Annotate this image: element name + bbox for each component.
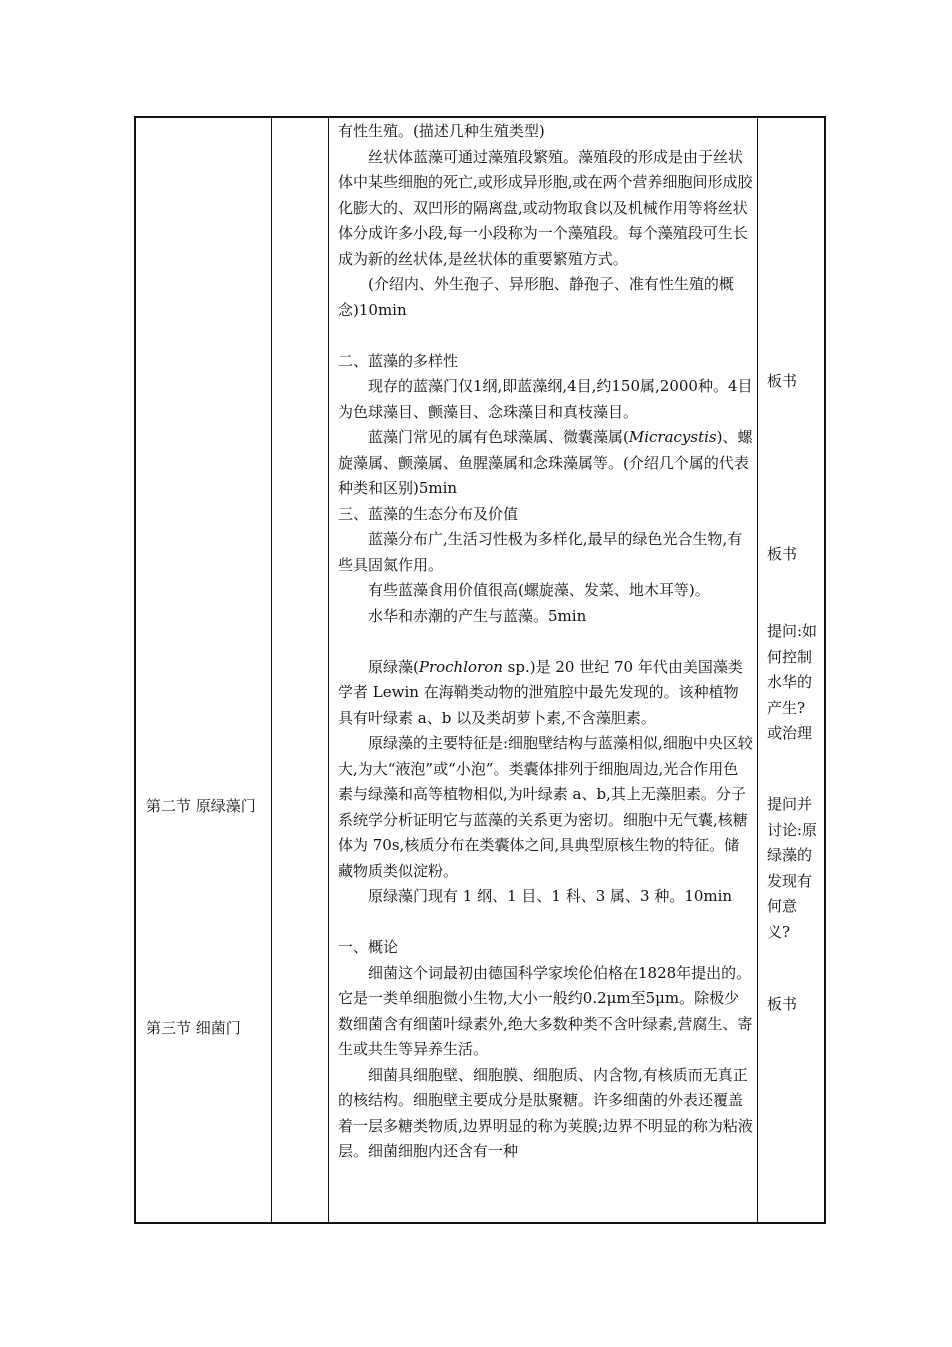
subheading: 二、蓝藻的多样性 xyxy=(338,351,459,370)
lesson-plan-table xyxy=(134,116,826,1224)
subheading: 一、概论 xyxy=(338,938,399,956)
text-run: sp.)是 20 世纪 70 年代由美国藻类学者 Lewin 在海鞘类动物的泄殖腔中最先发现的。该种植物具有叶绿素 a、b 以及类胡萝卜素,不含藻胆素。 xyxy=(338,657,743,727)
text-run: 原绿藻( xyxy=(368,657,419,676)
note-text: 提问并讨论:原绿藻的发现有何意义? xyxy=(767,795,818,941)
note-text: 提问:如何控制水华的产生?或治理 xyxy=(767,622,818,742)
note-text: 板书 xyxy=(767,995,798,1013)
paragraph xyxy=(338,655,753,732)
paragraph: 有些蓝藻食用价值很高(螺旋藻、发菜、地木耳等)。 xyxy=(368,581,710,599)
paragraph: (介绍内、外生孢子、异形胞、静孢子、准有性生殖的概念)10min xyxy=(338,275,734,319)
text-run: )、螺旋藻属、颤藻属、鱼腥藻属和念珠藻属等。(介绍几个属的代表种类和区别)5min xyxy=(338,428,753,497)
teaching-note xyxy=(767,992,819,1018)
paragraph: 丝状体蓝藻可通过藻殖段繁殖。藻殖段的形成是由于丝状体中某些细胞的死亡,或形成异形胞,或在两个营养细胞间形成胶化膨大的、双凹形的隔离盘,或动物取食以及机械作用等将丝状体分成许多小段,每一小段称为一个藻殖段。每个藻殖段可生长成为新的丝状体,是丝状体的重要繁殖方式。 xyxy=(338,147,753,268)
note-text: 板书 xyxy=(767,372,798,390)
teaching-note xyxy=(767,369,819,395)
heading-text: 第三节 细菌门 xyxy=(146,1019,241,1037)
lesson-content xyxy=(338,119,753,1165)
column-divider xyxy=(757,118,758,1222)
note-text: 板书 xyxy=(767,545,798,563)
genus-name: Prochloron xyxy=(418,657,503,676)
column-divider xyxy=(328,118,329,1222)
teaching-note xyxy=(767,542,819,568)
paragraph: 原绿藻的主要特征是:细胞壁结构与蓝藻相似,细胞中央区较大,为大“液泡”或“小泡”。类囊体排列于细胞周边,光合作用色素与绿藻和高等植物相似,为叶绿素 a、b,其上无藻胆素。分子系统学分析证明它与蓝藻的关系更为密切。细胞中无气囊,核糖体为 70s,核质分布在类囊体之间,具典型原核生物的特征。储藏物质类似淀粉。 xyxy=(338,734,753,880)
teaching-note xyxy=(767,792,819,945)
paragraph: 有性生殖。(描述几种生殖类型) xyxy=(338,122,545,140)
section-heading-prochlorophyta xyxy=(146,794,271,820)
text-run: 蓝藻门常见的属有色球藻属、微囊藻属( xyxy=(368,428,629,446)
teaching-note xyxy=(767,619,819,747)
genus-name: Micracystis xyxy=(628,428,717,446)
section-heading-bacteria xyxy=(146,1016,271,1042)
paragraph xyxy=(338,425,753,502)
heading-text: 第二节 原绿藻门 xyxy=(146,797,256,815)
paragraph: 细菌具细胞壁、细胞膜、细胞质、内含物,有核质而无真正的核结构。细胞壁主要成分是肽聚糖。许多细菌的外表还覆盖着一层多糖类物质,边界明显的称为荚膜;边界不明显的称为粘液层。细菌细胞内还含有一种 xyxy=(338,1065,753,1160)
paragraph: 细菌这个词最初由德国科学家埃伦伯格在1828年提出的。它是一类单细胞微小生物,大小一般约0.2μm至5μm。除极少数细菌含有细菌叶绿素外,绝大多数种类不含叶绿素,营腐生、寄生或共生等异养生活。 xyxy=(338,963,753,1058)
column-divider xyxy=(271,118,272,1222)
paragraph: 蓝藻分布广,生活习性极为多样化,最早的绿色光合生物,有些具固氮作用。 xyxy=(338,530,743,574)
paragraph: 水华和赤潮的产生与蓝藻。5min xyxy=(368,606,587,625)
paragraph: 原绿藻门现有 1 纲、1 目、1 科、3 属、3 种。10min xyxy=(368,887,733,905)
paragraph: 现存的蓝藻门仅1纲,即蓝藻纲,4目,约150属,2000种。4目为色球藻目、颤藻目、念珠藻目和真枝藻目。 xyxy=(338,377,753,421)
subheading: 三、蓝藻的生态分布及价值 xyxy=(338,504,519,523)
